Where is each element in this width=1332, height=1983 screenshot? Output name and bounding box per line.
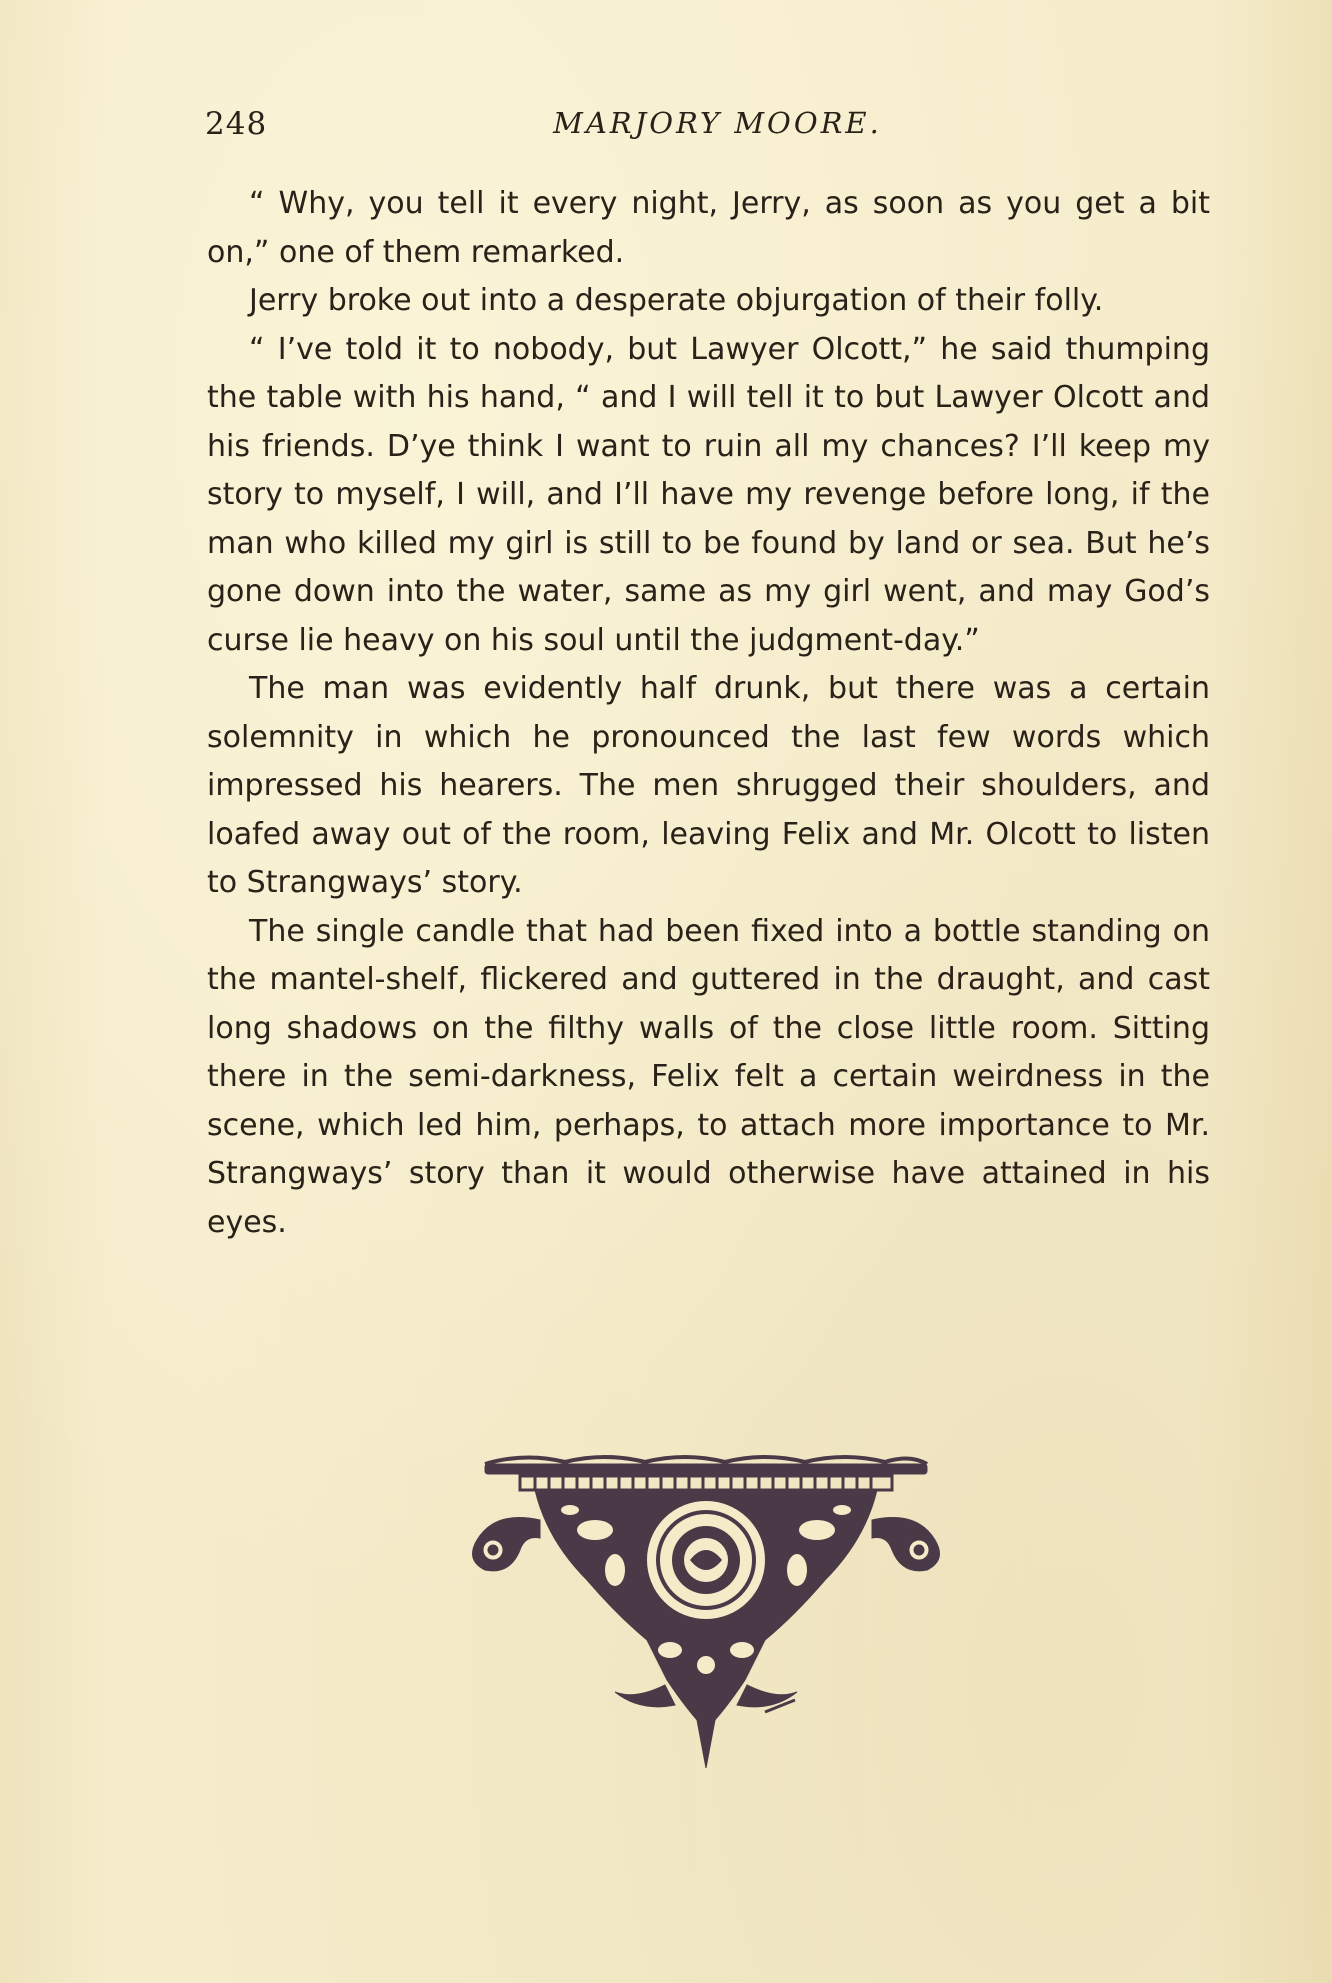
paragraph: “ I’ve told it to nobody, but Lawyer Olcott,” he said thumping the table with his hand, “ and I will tell it to but Lawyer Olcott and his friends. D’ye think I want to ruin all my chances? I’ll keep my story to myself, I will, and I’ll have my revenge before long, if the man who killed my girl is still to be found by land or sea. But he’s gone down into the water, same as my girl went, and may God’s curse lie heavy on his soul until the judgment-day.”	[207, 331, 1210, 658]
paragraph: The single candle that had been fixed into a bottle standing on the mantel-shelf, flickered and guttered in the draught, and cast long shadows on the filthy walls of the close little room. Sitting there in the semi-darkness, Felix felt a certain weirdness in the scene, which led him, perhaps, to attach more importance to Mr. Strangways’ story than it would otherwise have attained in his eyes.	[207, 913, 1210, 1240]
tailpiece-ornament-icon	[465, 1450, 947, 1768]
page-number: 248	[205, 106, 268, 142]
body-text	[207, 180, 1210, 1247]
paragraph: Jerry broke out into a desperate objurgation of their folly.	[249, 283, 1104, 318]
page-header	[205, 100, 1210, 150]
paragraph: The man was evidently half drunk, but there was a certain solemnity in which he pronounced the last few words which impressed his hearers. The men shrugged their shoulders, and loafed away out of the room, leaving Felix and Mr. Olcott to listen to Strangways’ story.	[207, 671, 1210, 900]
paragraph: “ Why, you tell it every night, Jerry, as soon as you get a bit on,” one of them remarked.	[207, 186, 1210, 270]
running-head: MARJORY MOORE.	[553, 106, 882, 140]
